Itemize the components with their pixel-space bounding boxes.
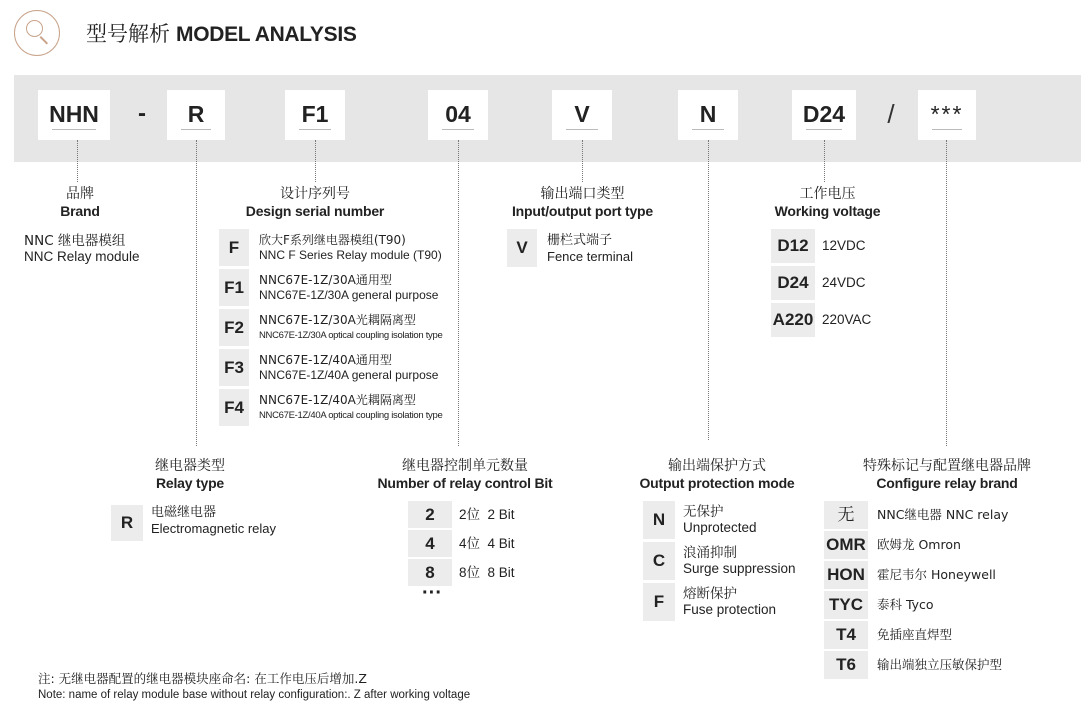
list-item: T6 输出端独立压敏保护型 xyxy=(824,651,1054,681)
port-desc: 栅栏式端子 Fence terminal xyxy=(547,233,633,264)
title-cn: 型号解析 xyxy=(86,22,170,46)
relay-type-label: 继电器类型 Relay type xyxy=(155,458,225,491)
list-item: OMR 欧姆龙 Omron xyxy=(824,531,1054,561)
code-box-port: V xyxy=(552,90,612,140)
code-box-brand: *** xyxy=(918,90,976,140)
voltage-list xyxy=(771,229,921,340)
list-item: 4 4位 4 Bit xyxy=(408,530,548,559)
list-item: F3 NNC67E-1Z/40A通用型 NNC67E-1Z/40A general purpose xyxy=(219,349,469,389)
list-item: F2 NNC67E-1Z/30A光耦隔离型 NNC67E-1Z/30A optical coupling isolation type xyxy=(219,309,469,349)
list-item: F4 NNC67E-1Z/40A光耦隔离型 NNC67E-1Z/40A optical coupling isolation type xyxy=(219,389,469,429)
list-item: A220 220VAC xyxy=(771,303,921,340)
list-item: 2 2位 2 Bit xyxy=(408,501,548,530)
list-item: TYC 泰科 Tyco xyxy=(824,591,1054,621)
protection-label: 输出端保护方式 Output protection mode xyxy=(639,458,795,491)
list-item: 8 8位 8 Bit xyxy=(408,559,548,588)
design-list xyxy=(219,229,469,429)
list-item: C 浪涌抑制 Surge suppression xyxy=(643,542,813,583)
search-icon xyxy=(14,10,60,56)
footnote: 注: 无继电器配置的继电器模块座命名: 在工作电压后增加.Z Note: name of relay module base without relay configuration:. Z after working voltage xyxy=(38,671,471,701)
list-item: N 无保护 Unprotected xyxy=(643,501,813,542)
connector-protection xyxy=(708,140,709,440)
bits-label: 继电器控制单元数量 Number of relay control Bit xyxy=(377,458,553,491)
code-box-voltage: D24 xyxy=(792,90,856,140)
connector-port xyxy=(582,140,583,182)
code-box-bits: 04 xyxy=(428,90,488,140)
code-box-protection: N xyxy=(678,90,738,140)
title-en: MODEL ANALYSIS xyxy=(176,23,357,46)
list-item: HON 霍尼韦尔 Honeywell xyxy=(824,561,1054,591)
code-box-relay-type: R xyxy=(167,90,225,140)
code-separator: - xyxy=(138,100,146,127)
list-item: F 熔断保护 Fuse protection xyxy=(643,583,813,624)
list-item: D12 12VDC xyxy=(771,229,921,266)
brand-label: 品牌 Brand xyxy=(60,186,100,219)
brand-desc: NNC 继电器模组 NNC Relay module xyxy=(24,233,140,264)
code-slash: / xyxy=(887,99,895,129)
design-label: 设计序列号 Design serial number xyxy=(245,186,385,219)
connector-brand-config xyxy=(946,140,947,446)
voltage-label: 工作电压 Working voltage xyxy=(774,186,881,219)
connector-voltage xyxy=(824,140,825,182)
list-item: T4 免插座直焊型 xyxy=(824,621,1054,651)
list-item: D24 24VDC xyxy=(771,266,921,303)
port-label: 输出端口类型 Input/output port type xyxy=(511,186,653,219)
relay-type-key: R xyxy=(111,505,143,541)
list-item: F 欣大F系列继电器模组(T90) NNC F Series Relay module (T90) xyxy=(219,229,469,269)
page-title xyxy=(86,18,357,48)
connector-relay-type xyxy=(196,140,197,446)
list-item: F1 NNC67E-1Z/30A通用型 NNC67E-1Z/30A general purpose xyxy=(219,269,469,309)
list-item: 无 NNC继电器 NNC relay xyxy=(824,501,1054,531)
relay-type-desc: 电磁继电器 Electromagnetic relay xyxy=(151,505,276,536)
brand-config-list xyxy=(824,501,1054,681)
code-box-series: NHN xyxy=(38,90,110,140)
code-box-design: F1 xyxy=(285,90,345,140)
protection-list xyxy=(643,501,813,624)
connector-design xyxy=(315,140,316,182)
connector-brand xyxy=(77,140,78,182)
bits-ellipsis: ··· xyxy=(422,582,442,604)
brand-config-label: 特殊标记与配置继电器品牌 Configure relay brand xyxy=(863,458,1031,491)
port-key: V xyxy=(507,229,537,267)
bits-list xyxy=(408,501,548,588)
